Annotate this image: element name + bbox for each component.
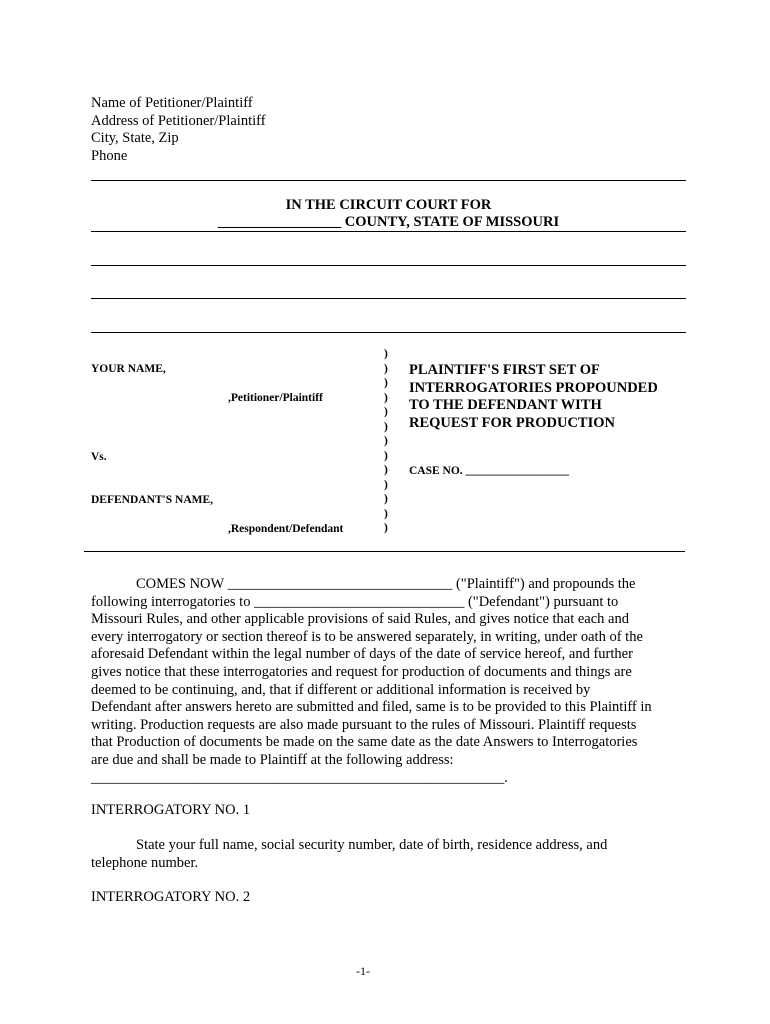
body-line: every interrogatory or section thereof is to be answered separately, in writing, under oath of the — [91, 628, 643, 645]
paren: ) — [384, 478, 388, 491]
interrogatory-2-heading: INTERROGATORY NO. 2 — [91, 889, 251, 905]
case-number: CASE NO. __________________ — [409, 465, 570, 477]
caption-your-name: YOUR NAME, — [91, 363, 166, 375]
body-line: writing. Production requests are also made pursuant to the rules of Missouri. Plaintiff requests — [91, 716, 637, 733]
address-blank-line: _________________________________________________________. — [91, 769, 508, 786]
paren: ) — [384, 493, 388, 505]
blank-line-1 — [91, 265, 686, 266]
page-number: -1- — [356, 964, 370, 978]
court-title: IN THE CIRCUIT COURT FOR — [285, 197, 492, 213]
paren: ) — [384, 522, 388, 534]
phone-line: Phone — [91, 147, 128, 164]
body-line: are due and shall be made to Plaintiff at the following address: — [91, 751, 454, 768]
document-title-line: TO THE DEFENDANT WITH — [409, 397, 602, 414]
paren: ) — [384, 406, 388, 418]
body-line: Defendant after answers hereto are submitted and filed, same is to be provided to this Plaintiff in — [91, 699, 652, 716]
body-line: following interrogatories to _____________________________ ("Defendant") pursuant to — [91, 593, 619, 610]
petitioner-address-line: Address of Petitioner/Plaintiff — [91, 112, 266, 129]
body-line: that Production of documents be made on the same date as the date Answers to Interrogatories — [91, 734, 638, 751]
paren: ) — [384, 420, 388, 433]
document-title-line: REQUEST FOR PRODUCTION — [409, 414, 615, 431]
paren: ) — [384, 377, 388, 389]
caption-petitioner: ,Petitioner/Plaintiff — [228, 392, 323, 404]
caption-respondent: ,Respondent/Defendant — [228, 523, 344, 535]
paren: ) — [384, 391, 388, 404]
paren: ) — [384, 348, 388, 360]
paren: ) — [384, 507, 388, 520]
document-title — [409, 362, 689, 432]
city-state-zip-line: City, State, Zip — [91, 130, 179, 146]
paren: ) — [384, 449, 388, 462]
blank-line-2 — [91, 298, 686, 299]
caption-vs: Vs. — [91, 451, 107, 463]
paren: ) — [384, 362, 388, 375]
body-line: Missouri Rules, and other applicable provisions of said Rules, and gives notice that each and — [91, 611, 629, 628]
caption-defendant-name: DEFENDANT'S NAME, — [91, 494, 214, 506]
caption-divider — [84, 551, 685, 552]
court-county-line: _________________ COUNTY, STATE OF MISSOURI — [217, 214, 560, 230]
interrogatory-1-line: telephone number. — [91, 854, 199, 871]
court-heading — [91, 197, 686, 231]
petitioner-name-line: Name of Petitioner/Plaintiff — [91, 95, 253, 111]
header-block — [91, 95, 491, 165]
paren: ) — [384, 464, 388, 476]
interrogatory-1-line: State your full name, social security number, date of birth, residence address, and — [136, 837, 608, 853]
document-title-line: INTERROGATORIES PROPOUNDED — [409, 379, 658, 396]
body-line: COMES NOW _______________________________ ("Plaintiff") and propounds the — [136, 576, 636, 592]
document-title-line: PLAINTIFF'S FIRST SET OF — [409, 362, 600, 378]
body-line: deemed to be continuing, and, that if different or additional information is received by — [91, 681, 591, 698]
paren: ) — [384, 435, 388, 447]
interrogatory-1-heading: INTERROGATORY NO. 1 — [91, 802, 251, 818]
caption-parenthesis-column — [384, 347, 394, 536]
body-paragraph — [91, 576, 691, 787]
body-line: aforesaid Defendant within the legal number of days of the date of service hereof, and further — [91, 646, 633, 663]
body-line: gives notice that these interrogatories and request for production of documents and things are — [91, 663, 632, 680]
header-divider — [91, 180, 686, 181]
interrogatory-1-text — [91, 837, 691, 872]
court-underline — [91, 231, 686, 232]
blank-line-3 — [91, 332, 686, 333]
